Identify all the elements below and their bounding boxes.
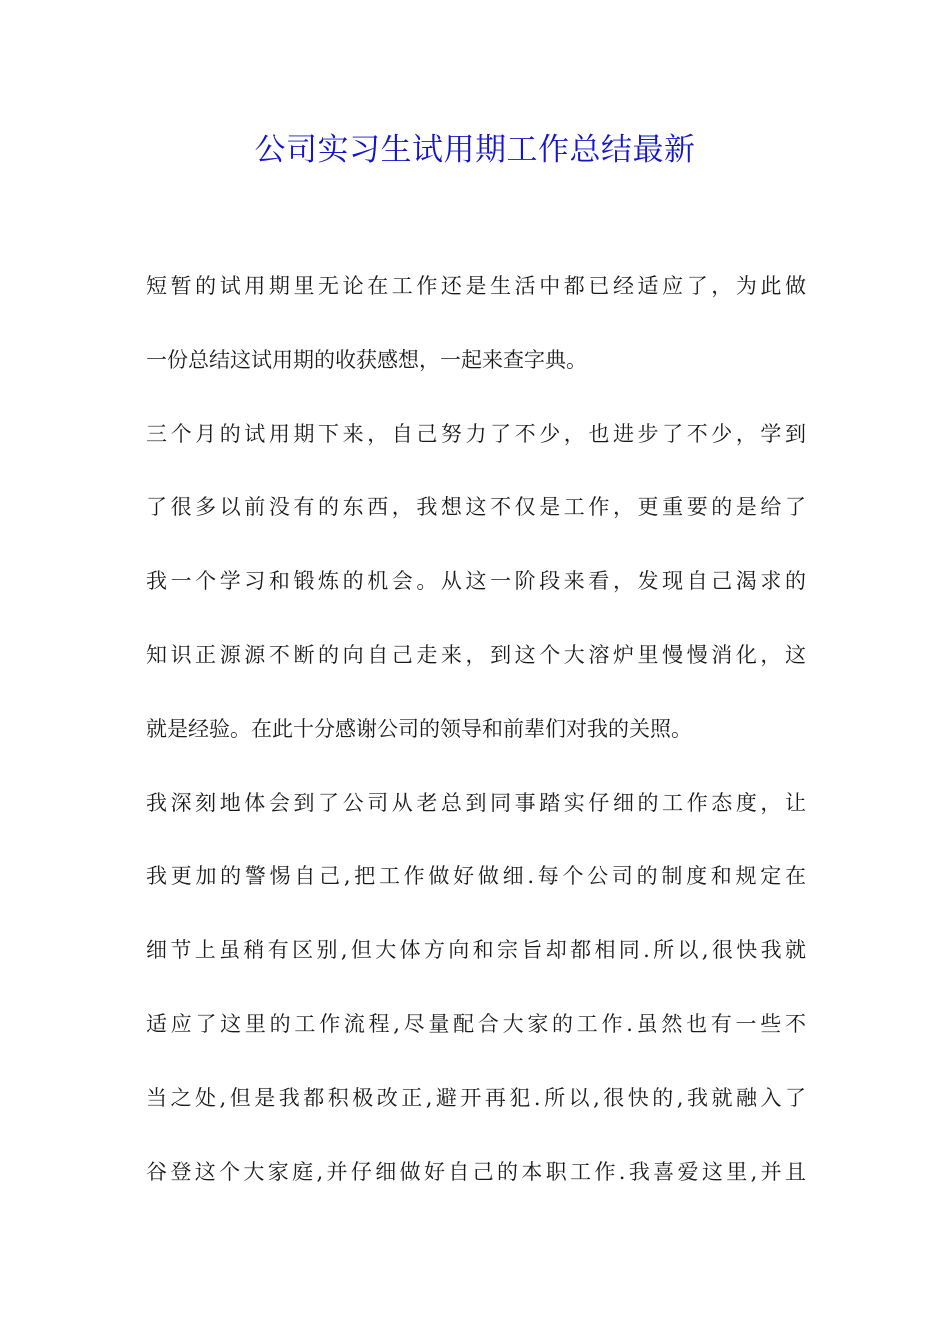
document-body [146, 266, 806, 1225]
text-line: 谷登这个大家庭,并仔细做好自己的本职工作.我喜爱这里,并且 [146, 1159, 806, 1184]
text-line: 了很多以前没有的东西，我想这不仅是工作，更重要的是给了 [146, 495, 806, 520]
text-line: 三个月的试用期下来，自己努力了不少，也进步了不少，学到 [146, 421, 806, 446]
text-line: 就是经验。在此十分感谢公司的领导和前辈们对我的关照。 [146, 716, 692, 741]
text-line: 一份总结这试用期的收获感想，一起来查字典。 [146, 347, 587, 372]
document-title: 公司实习生试用期工作总结最新 [254, 132, 696, 168]
text-line: 当之处,但是我都积极改正,避开再犯.所以,很快的,我就融入了 [146, 1085, 806, 1110]
text-line: 细节上虽稍有区别,但大体方向和宗旨却都相同.所以,很快我就 [146, 938, 806, 963]
text-line: 我一个学习和锻炼的机会。从这一阶段来看，发现自己渴求的 [146, 569, 806, 594]
text-line: 我更加的警惕自己,把工作做好做细.每个公司的制度和规定在 [146, 864, 806, 889]
text-line: 适应了这里的工作流程,尽量配合大家的工作.虽然也有一些不 [146, 1011, 806, 1036]
text-line: 我深刻地体会到了公司从老总到同事踏实仔细的工作态度，让 [146, 790, 806, 815]
text-line: 知识正源源不断的向自己走来，到这个大溶炉里慢慢消化，这 [146, 642, 806, 667]
text-line: 短暂的试用期里无论在工作还是生活中都已经适应了，为此做 [146, 274, 806, 298]
